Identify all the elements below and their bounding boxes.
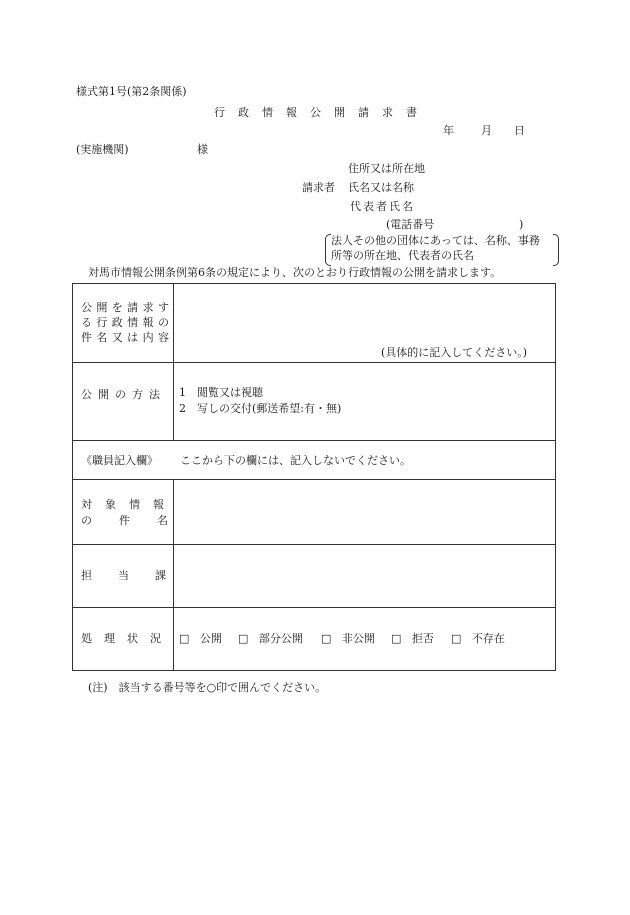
corp-note-right-bracket <box>553 234 559 266</box>
label-char: 請 <box>127 301 139 314</box>
status-option-label: 部分公開 <box>258 632 303 645</box>
label-char: の <box>157 316 169 329</box>
status-option-disclose[interactable] <box>179 632 222 646</box>
row-divider <box>73 362 555 363</box>
subject-note: (具体的に記入してください。) <box>381 346 528 359</box>
label-char: は <box>127 331 139 344</box>
checkbox-icon[interactable]: □ <box>179 632 190 645</box>
label-char: す <box>157 301 169 314</box>
checkbox-icon[interactable]: □ <box>391 632 402 645</box>
phone-label: (電話番号 <box>386 218 435 231</box>
label-char: 又 <box>111 331 123 344</box>
recipient-honorific: 様 <box>197 143 208 156</box>
date-day: 日 <box>514 124 525 137</box>
status-option-label: 非公開 <box>341 632 375 645</box>
staff-section-note: ここから下の欄には、記入しないでください。 <box>180 454 411 467</box>
page-title: 行政情報公開請求書 <box>214 106 430 119</box>
representative-label: 代表者氏名 <box>350 200 415 213</box>
label-char: 求 <box>142 301 154 314</box>
row-divider <box>73 544 555 545</box>
status-option-partial[interactable] <box>238 632 303 646</box>
label-char: 内 <box>142 331 154 344</box>
dept-label: 担当課 <box>81 569 192 582</box>
row-divider <box>73 440 555 441</box>
label-char: 名 <box>96 331 108 344</box>
column-divider <box>173 284 174 440</box>
phone-close: ) <box>519 218 524 231</box>
label-char: 情 <box>127 316 139 329</box>
subject-label-row <box>81 300 169 315</box>
method-option-2[interactable]: 2 写しの交付(郵送希望:有・無) <box>179 402 342 415</box>
label-char: 公 <box>81 301 92 314</box>
label-char: を <box>111 301 123 314</box>
subject-label-row <box>81 315 169 330</box>
date-year: 年 <box>443 124 454 137</box>
checkbox-icon[interactable]: □ <box>451 632 462 645</box>
corp-note-line1: 法人その他の団体にあっては、名称、事務 <box>331 234 540 247</box>
subject-content-field[interactable] <box>181 286 551 344</box>
corp-note-line2: 所等の所在地、代表者の氏名 <box>331 249 474 262</box>
subject-label <box>81 300 169 345</box>
checkbox-icon[interactable]: □ <box>238 632 249 645</box>
method-option-1[interactable]: 1 閲覧又は視聴 <box>179 386 263 399</box>
target-label-row1: 対象情報 <box>81 498 177 511</box>
target-label-row2: の件名 <box>81 514 195 527</box>
status-label: 処理状況 <box>81 632 173 645</box>
address-label: 住所又は所在地 <box>348 162 425 175</box>
staff-section-label: 《職員記入欄》 <box>81 454 158 467</box>
subject-label-row <box>81 330 169 345</box>
label-char: る <box>81 316 92 329</box>
intro-text: 対馬市情報公開条例第6条の規定により、次のとおり行政情報の公開を請求します。 <box>88 266 502 279</box>
method-label: 公開の方法 <box>81 388 166 401</box>
form-number: 様式第1号(第2条関係) <box>76 85 187 98</box>
label-char: 開 <box>96 301 108 314</box>
label-char: 容 <box>157 331 169 344</box>
row-divider <box>73 607 555 608</box>
request-form-table <box>72 283 556 671</box>
status-option-label: 拒否 <box>411 632 434 645</box>
row-divider <box>73 479 555 480</box>
requester-label: 請求者 <box>302 181 335 194</box>
date-month: 月 <box>481 124 492 137</box>
status-option-nondisclose[interactable] <box>321 632 375 646</box>
dept-content-field[interactable] <box>181 549 551 602</box>
recipient-agency: (実施機関) <box>76 143 129 156</box>
status-option-refuse[interactable] <box>391 632 434 646</box>
name-label: 氏名又は名称 <box>348 181 414 194</box>
target-content-field[interactable] <box>181 484 551 539</box>
label-char: 報 <box>142 316 154 329</box>
status-option-label: 不存在 <box>471 632 505 645</box>
status-option-label: 公開 <box>199 632 222 645</box>
footnote: (注) 該当する番号等を○印で囲んでください。 <box>88 681 327 694</box>
status-option-nonexistent[interactable] <box>451 632 505 646</box>
label-char: 政 <box>111 316 123 329</box>
checkbox-icon[interactable]: □ <box>321 632 332 645</box>
label-char: 行 <box>96 316 108 329</box>
label-char: 件 <box>81 331 92 344</box>
